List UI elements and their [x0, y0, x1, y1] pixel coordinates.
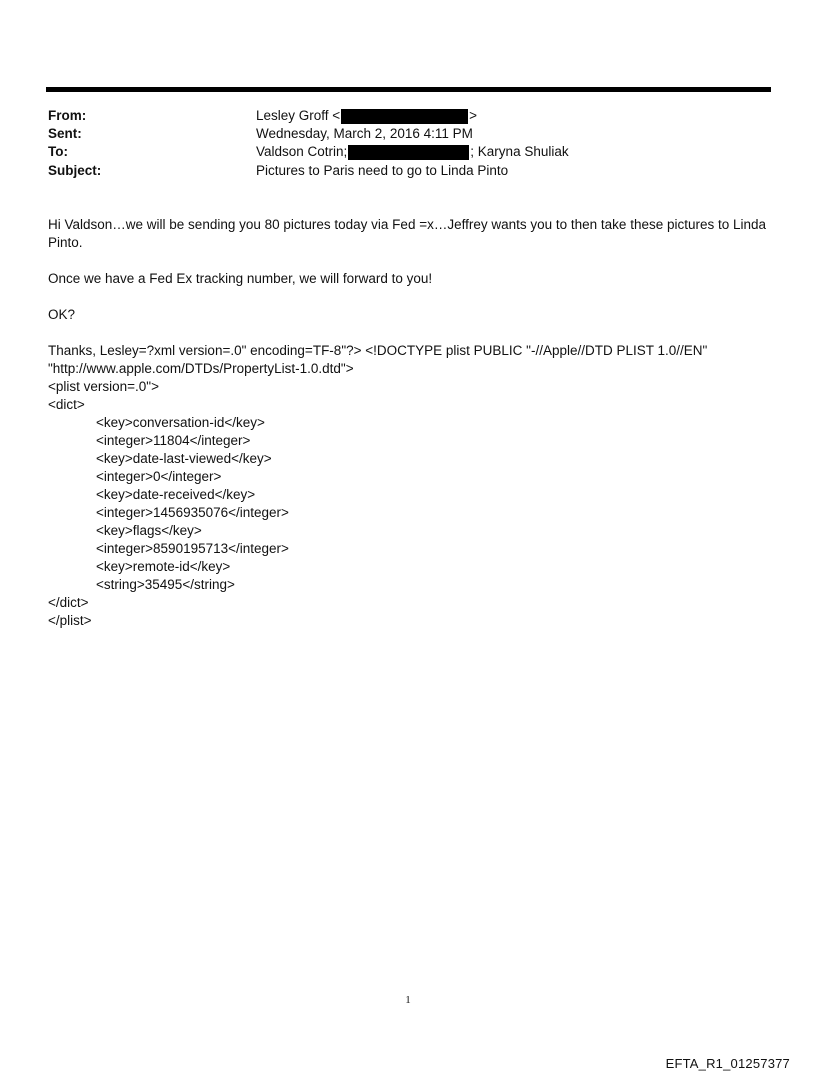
- subject-row: [48, 162, 768, 180]
- to-value: [256, 143, 569, 161]
- plist-line: <integer>11804</integer>: [96, 433, 251, 448]
- plist-line: <key>date-last-viewed</key>: [96, 451, 272, 466]
- body-paragraph-2: Once we have a Fed Ex tracking number, we will forward to you!: [48, 271, 433, 286]
- from-name: Lesley Groff <: [256, 108, 341, 123]
- body-paragraph-1: Hi Valdson…we will be sending you 80 pictures today via Fed =x…Jeffrey wants you to then take these pictures to Linda Pinto.: [48, 217, 767, 250]
- plist-line: <string>35495</string>: [96, 577, 235, 592]
- body-paragraph-3: OK?: [48, 307, 76, 322]
- to-row: [48, 143, 768, 161]
- page-number: 1: [405, 994, 411, 1006]
- plist-line: <key>flags</key>: [96, 523, 202, 538]
- from-row: [48, 107, 768, 125]
- from-value: [256, 107, 477, 125]
- subject-label: Subject:: [48, 162, 102, 178]
- body-paragraph-4-line-2: "http://www.apple.com/DTDs/PropertyList-1.0.dtd">: [48, 361, 354, 376]
- plist-line: <key>remote-id</key>: [96, 559, 231, 574]
- to-first: Valdson Cotrin;: [256, 144, 348, 160]
- body-paragraph-4-line-1: Thanks, Lesley=?xml version=.0" encoding=TF-8"?> <!DOCTYPE plist PUBLIC "-//Apple//DTD PLIST 1.0//EN": [48, 343, 708, 358]
- sent-label: Sent:: [48, 126, 82, 142]
- plist-line: <key>conversation-id</key>: [96, 415, 265, 430]
- plist-line: <integer>1456935076</integer>: [96, 505, 289, 520]
- subject-value: Pictures to Paris need to go to Linda Pinto: [256, 162, 509, 178]
- redacted-recipient: [348, 145, 469, 160]
- email-header: [48, 107, 768, 180]
- to-label: To:: [48, 144, 68, 160]
- plist-line: </dict>: [48, 595, 89, 610]
- plist-line: <integer>0</integer>: [96, 469, 222, 484]
- plist-line: <integer>8590195713</integer>: [96, 541, 289, 556]
- document-id: EFTA_R1_01257377: [665, 1056, 790, 1071]
- to-last: ; Karyna Shuliak: [470, 144, 569, 160]
- from-label: From:: [48, 108, 87, 123]
- sent-value: Wednesday, March 2, 2016 4:11 PM: [256, 126, 473, 142]
- from-close: >: [469, 108, 478, 123]
- plist-line: </plist>: [48, 613, 92, 628]
- plist-line: <key>date-received</key>: [96, 487, 256, 502]
- plist-line: <dict>: [48, 397, 85, 412]
- header-divider: [46, 87, 771, 92]
- email-body: [48, 216, 768, 630]
- plist-line: <plist version=.0">: [48, 379, 159, 394]
- sent-row: [48, 125, 768, 143]
- redacted-email: [341, 109, 468, 124]
